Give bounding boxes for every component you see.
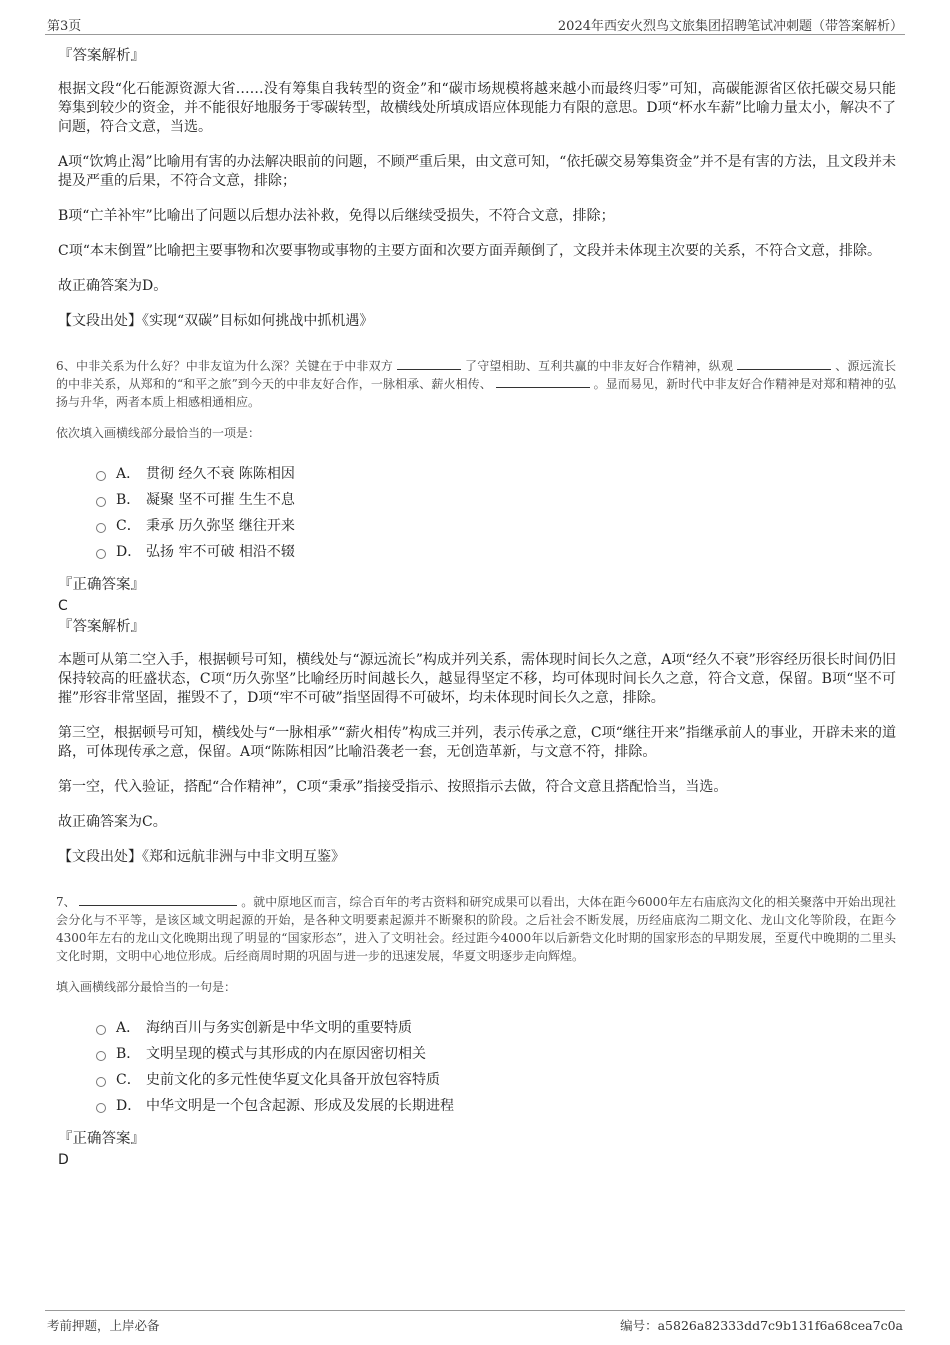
source-citation: 【文段出处】《实现“双碳”目标如何挑战中抓机遇》: [58, 313, 374, 329]
question-6-stem: 6、中非关系为什么好？中非友谊为什么深？关键在于中非双方 了守望相助、互利共赢的中非友好合作精神，纵观 、源远流长的中非关系，从郑和的“和平之旅”到今天的中非友好合作，一脉相承、薪火相传、 。显而易见，新时代中非友好合作精神是对郑和精神的弘扬与升华，两者本质上相感相通相应。: [56, 359, 896, 409]
document-id: 编号：a5826a82333dd7c9b131f6a68cea7c0a: [620, 1318, 903, 1333]
option-a[interactable]: A． 贯彻 经久不衰 陈陈相因: [96, 461, 896, 487]
answer-statement: 故正确答案为D。: [58, 278, 168, 294]
page-content: [56, 46, 896, 1171]
source-citation: 【文段出处】《郑和远航非洲与中非文明互鉴》: [58, 849, 345, 865]
correct-answer-value: D: [58, 1152, 69, 1168]
question-6-options: [96, 461, 896, 565]
fill-blank: [496, 375, 590, 388]
option-b[interactable]: B． 文明呈现的模式与其形成的内在原因密切相关: [96, 1041, 896, 1067]
analysis-label: 『答案解析』: [58, 619, 145, 635]
answer-statement: 故正确答案为C。: [58, 814, 167, 830]
analysis-paragraph: 本题可从第二空入手，根据顿号可知，横线处与“源远流长”构成并列关系，需体现时间长久之意，A项“经久不衰”形容经历很长时间仍旧保持较高的旺盛状态，C项“历久弥坚”比喻经历时间越长久，越显得坚定不移，均可体现时间长久之意，符合文意，保留。B项“坚不可摧”形容非常坚固，摧毁不了，D项“牢不可破”指坚固得不可破坏，均未体现时间长久之意，排除。: [58, 652, 896, 706]
page-footer: [45, 1310, 905, 1335]
fill-blank: [737, 357, 831, 370]
fill-blank: [79, 893, 237, 906]
question-6-prompt: 依次填入画横线部分最恰当的一项是：: [56, 426, 261, 440]
fill-blank: [397, 357, 461, 370]
correct-answer-label: 『正确答案』: [58, 1131, 145, 1147]
analysis-label: 『答案解析』: [58, 48, 145, 64]
document-title: 2024年西安火烈鸟文旅集团招聘笔试冲刺题（带答案解析）: [557, 19, 903, 34]
question-7-options: [96, 1015, 896, 1119]
footer-slogan: 考前押题，上岸必备: [47, 1318, 160, 1333]
correct-answer-label: 『正确答案』: [58, 577, 145, 593]
radio-icon[interactable]: [96, 1051, 106, 1061]
analysis-paragraph: A项“饮鸩止渴”比喻用有害的办法解决眼前的问题，不顾严重后果，由文意可知，“依托碳交易筹集资金”并不是有害的方法，且文段并未提及严重的后果，不符合文意，排除；: [58, 154, 896, 189]
option-a[interactable]: A． 海纳百川与务实创新是中华文明的重要特质: [96, 1015, 896, 1041]
option-d[interactable]: D． 中华文明是一个包含起源、形成及发展的长期进程: [96, 1093, 896, 1119]
analysis-paragraph: B项“亡羊补牢”比喻出了问题以后想办法补救，免得以后继续受损失，不符合文意，排除；: [58, 208, 615, 224]
analysis-paragraph: 第三空，根据顿号可知，横线处与“一脉相承”“薪火相传”构成三并列，表示传承之意，C项“继往开来”指继承前人的事业，开辟未来的道路，可体现传承之意，保留。A项“陈陈相因”比喻沿袭老一套，无创造革新，与文意不符，排除。: [58, 725, 896, 760]
option-b[interactable]: B． 凝聚 坚不可摧 生生不息: [96, 487, 896, 513]
correct-answer-value: C: [58, 598, 68, 614]
radio-icon[interactable]: [96, 497, 106, 507]
analysis-paragraph: 根据文段“化石能源资源大省……没有筹集自我转型的资金”和“碳市场规模将越来越小而最终归零”可知，高碳能源省区依托碳交易只能筹集到较少的资金，并不能很好地服务于零碳转型，故横线处所填成语应体现能力有限的意思。D项“杯水车薪”比喻力量太小，解决不了问题，符合文意，当选。: [58, 81, 896, 135]
option-c[interactable]: C． 史前文化的多元性使华夏文化具备开放包容特质: [96, 1067, 896, 1093]
question-7-prompt: 填入画横线部分最恰当的一句是：: [56, 980, 237, 994]
radio-icon[interactable]: [96, 523, 106, 533]
radio-icon[interactable]: [96, 1103, 106, 1113]
option-d[interactable]: D． 弘扬 牢不可破 相沿不辍: [96, 539, 896, 565]
radio-icon[interactable]: [96, 471, 106, 481]
analysis-paragraph: C项“本末倒置”比喻把主要事物和次要事物或事物的主要方面和次要方面弄颠倒了，文段并未体现主次要的关系，不符合文意，排除。: [58, 243, 882, 259]
radio-icon[interactable]: [96, 1077, 106, 1087]
radio-icon[interactable]: [96, 549, 106, 559]
page-header: [45, 12, 905, 35]
question-7-stem: 7、 。就中原地区而言，综合百年的考古资料和研究成果可以看出，大体在距今6000年左右庙底沟文化的相关聚落中开始出现社会分化与不平等，是该区域文明起源的开始，是各种文明要素起源并不断聚积的阶段。之后社会不断发展，历经庙底沟二期文化、龙山文化等阶段，在距今4300年左右的龙山文化晚期出现了明显的“国家形态”，进入了文明社会。经过距今4000年以后新砦文化时期的国家形态的早期发展，至夏代中晚期的二里头文化时期，文明中心地位形成。后经商周时期的巩固与进一步的迅速发展，华夏文明逐步走向辉煌。: [56, 895, 896, 963]
radio-icon[interactable]: [96, 1025, 106, 1035]
analysis-paragraph: 第一空，代入验证，搭配“合作精神”，C项“秉承”指接受指示、按照指示去做，符合文意且搭配恰当，当选。: [58, 779, 728, 795]
page-number: 第3页: [47, 19, 82, 34]
option-c[interactable]: C． 秉承 历久弥坚 继往开来: [96, 513, 896, 539]
